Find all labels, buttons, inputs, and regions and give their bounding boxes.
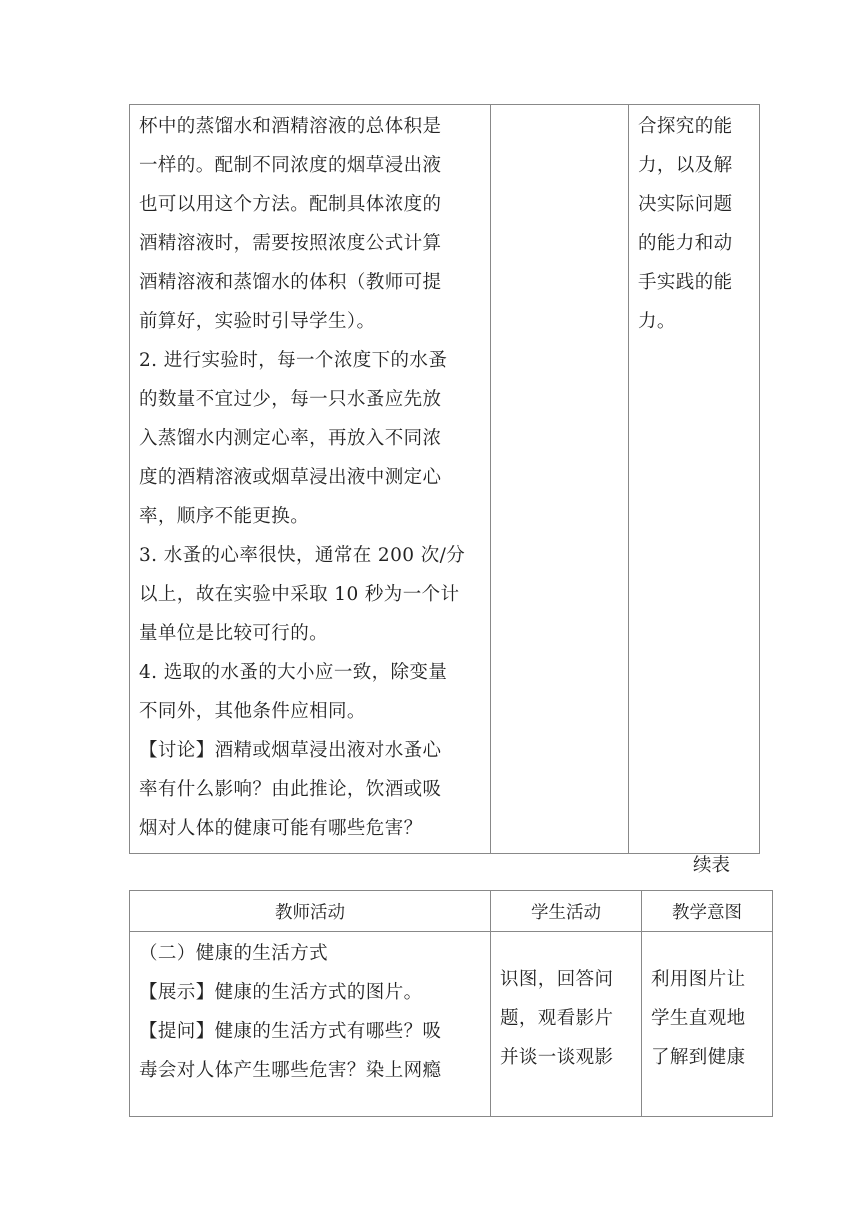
- text-line: 手实践的能: [638, 272, 733, 293]
- text-line: 入蒸馏水内测定心率，再放入不同浓: [139, 428, 442, 449]
- text-line: 识图，回答问: [500, 969, 614, 990]
- text-line: 决实际问题: [638, 194, 733, 215]
- text-line: 力，以及解: [638, 155, 733, 176]
- text-line: 【讨论】酒精或烟草浸出液对水蚤心: [139, 740, 442, 761]
- continued-table-label: 续表: [692, 855, 730, 876]
- text-line: 量单位是比较可行的。: [139, 623, 329, 644]
- student-activity-cell: [491, 105, 629, 854]
- student-activity-cell: [491, 932, 642, 1117]
- text-line: 并谈一谈观影: [500, 1047, 614, 1068]
- text-line: 以上，故在实验中采取 10 秒为一个计: [139, 584, 460, 605]
- text-line: 利用图片让: [651, 969, 746, 990]
- lesson-table-part1: [129, 104, 760, 854]
- header-teacher-activity: 教师活动: [130, 891, 491, 932]
- text-line: 3. 水蚤的心率很快，通常在 200 次/分: [139, 545, 466, 566]
- header-student-activity: 学生活动: [491, 891, 642, 932]
- text-line: 酒精溶液和蒸馏水的体积（教师可提: [139, 272, 442, 293]
- text-line: 合探究的能: [638, 116, 733, 137]
- table-row: [130, 105, 760, 854]
- text-line: 了解到健康: [651, 1047, 746, 1068]
- text-line: 【展示】健康的生活方式的图片。: [139, 982, 423, 1003]
- text-line: 率，顺序不能更换。: [139, 506, 310, 527]
- text-line: 酒精溶液时，需要按照浓度公式计算: [139, 233, 442, 254]
- teaching-intent-cell: [642, 932, 773, 1117]
- text-line: 也可以用这个方法。配制具体浓度的: [139, 194, 442, 215]
- header-teaching-intent: 教学意图: [642, 891, 773, 932]
- text-line: 学生直观地: [651, 1008, 746, 1029]
- text-line: 烟对人体的健康可能有哪些危害？: [139, 818, 423, 839]
- text-line: 2. 进行实验时，每一个浓度下的水蚤: [139, 350, 448, 371]
- text-line: 【提问】健康的生活方式有哪些？吸: [139, 1021, 442, 1042]
- text-line: 一样的。配制不同浓度的烟草浸出液: [139, 155, 442, 176]
- text-line: 的能力和动: [638, 233, 733, 254]
- text-line: 题，观看影片: [500, 1008, 614, 1029]
- table-row: [130, 932, 773, 1117]
- text-line: 毒会对人体产生哪些危害？染上网瘾: [139, 1060, 442, 1081]
- teaching-intent-cell: [629, 105, 760, 854]
- text-line: 的数量不宜过少，每一只水蚤应先放: [139, 389, 442, 410]
- text-line: 前算好，实验时引导学生）。: [139, 311, 376, 332]
- lesson-table-part2: [129, 890, 773, 1117]
- teacher-activity-cell: [130, 105, 491, 854]
- text-line: 不同外，其他条件应相同。: [139, 701, 366, 722]
- table-header-row: [130, 891, 773, 932]
- text-line: 杯中的蒸馏水和酒精溶液的总体积是: [139, 116, 442, 137]
- text-line: 率有什么影响？由此推论，饮酒或吸: [139, 779, 442, 800]
- text-line: 度的酒精溶液或烟草浸出液中测定心: [139, 467, 442, 488]
- text-line: 4. 选取的水蚤的大小应一致，除变量: [139, 662, 448, 683]
- teacher-activity-cell: [130, 932, 491, 1117]
- text-line: 力。: [638, 311, 676, 332]
- text-line: （二）健康的生活方式: [139, 943, 329, 964]
